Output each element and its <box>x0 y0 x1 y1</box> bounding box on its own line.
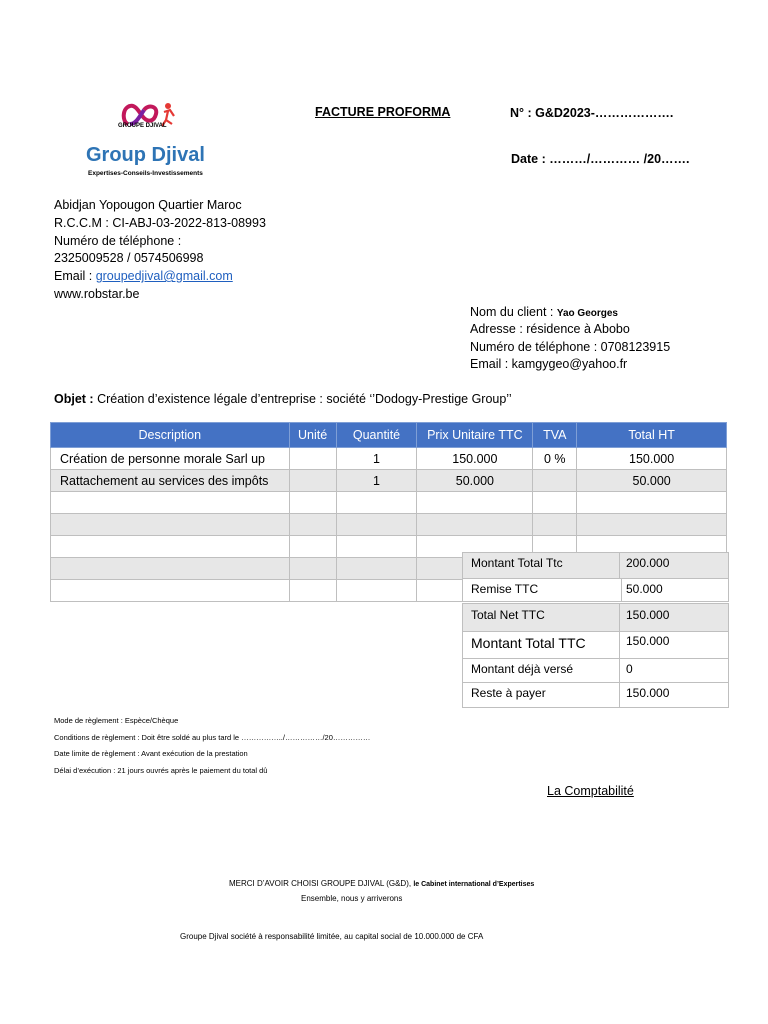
total-ttc-value: 200.000 <box>626 556 670 570</box>
header-quantity: Quantité <box>336 423 417 448</box>
grand-total-row <box>462 631 729 660</box>
object-label: Objet : <box>54 392 98 406</box>
row-quantity: 1 <box>336 470 417 492</box>
invoice-title: FACTURE PROFORMA <box>315 105 451 119</box>
paid-label: Montant déjà versé <box>471 662 574 676</box>
client-name-line <box>470 305 618 319</box>
footer-thanks <box>229 879 534 888</box>
invoice-date: Date : ………/………… /20……. <box>511 152 690 166</box>
client-address: Adresse : résidence à Abobo <box>470 322 630 336</box>
total-ttc-label: Montant Total Ttc <box>471 556 563 570</box>
object-text: Création d’existence légale d’entreprise : société ‘’Dodogy-Prestige Group’’ <box>97 392 512 406</box>
row-unit-price: 50.000 <box>417 470 533 492</box>
company-email-label: Email : <box>54 269 96 283</box>
company-email-line <box>54 269 233 283</box>
discount-value: 50.000 <box>626 582 663 596</box>
empty-row <box>51 492 727 514</box>
company-rccm: R.C.C.M : CI-ABJ-03-2022-813-08993 <box>54 216 266 230</box>
footer-motto: Ensemble, nous y arriverons <box>301 894 403 903</box>
net-ttc-row <box>462 603 729 633</box>
row-unit-price: 150.000 <box>417 448 533 470</box>
execution-delay: Délai d’exécution : 21 jours ouvrés après le paiement du total dû <box>54 766 268 775</box>
row-description: Rattachement au services des impôts <box>51 470 290 492</box>
discount-label: Remise TTC <box>471 582 539 596</box>
footer-thanks-cabinet: le Cabinet international d’Expertises <box>413 881 535 888</box>
row-tva <box>533 470 577 492</box>
client-name: Yao Georges <box>556 308 618 319</box>
company-address: Abidjan Yopougon Quartier Maroc <box>54 198 242 212</box>
row-total: 150.000 <box>577 448 727 470</box>
paid-row <box>462 658 729 684</box>
balance-row <box>462 682 729 708</box>
row-total: 50.000 <box>577 470 727 492</box>
grand-total-label: Montant Total TTC <box>471 635 586 651</box>
header-description: Description <box>51 423 290 448</box>
net-ttc-value: 150.000 <box>626 608 670 622</box>
total-ttc-row <box>462 552 729 580</box>
company-website[interactable]: www.robstar.be <box>54 287 140 301</box>
client-email: Email : kamgygeo@yahoo.fr <box>470 357 628 371</box>
header-tva: TVA <box>533 423 577 448</box>
footer-thanks-main: MERCI D’AVOIR CHOISI GROUPE DJIVAL (G&D), <box>229 879 414 888</box>
net-ttc-label: Total Net TTC <box>471 608 545 622</box>
payment-conditions: Conditions de règlement : Doit être soldé au plus tard le ……………../……………/20…………… <box>54 733 371 742</box>
row-unit <box>289 470 336 492</box>
logo-text: GROUPE DJIVAL <box>118 123 167 129</box>
header-unit: Unité <box>289 423 336 448</box>
empty-row <box>51 514 727 536</box>
invoice-number: N° : G&D2023-………………. <box>510 106 674 120</box>
company-name: Group Djival <box>86 144 205 166</box>
header-unit-price: Prix Unitaire TTC <box>417 423 533 448</box>
header-total-ht: Total HT <box>577 423 727 448</box>
table-header-row <box>51 423 727 448</box>
balance-label: Reste à payer <box>471 686 546 700</box>
row-quantity: 1 <box>336 448 417 470</box>
client-name-label: Nom du client : <box>470 305 557 319</box>
signature-label: La Comptabilité <box>547 784 634 798</box>
discount-row <box>462 578 729 602</box>
invoice-object <box>54 392 512 406</box>
table-row <box>51 448 727 470</box>
company-phone-label: Numéro de téléphone : <box>54 234 182 248</box>
row-unit <box>289 448 336 470</box>
row-description: Création de personne morale Sarl up <box>51 448 290 470</box>
company-email-link[interactable]: groupedjival@gmail.com <box>95 269 233 283</box>
company-tagline: Expertises-Conseils-Investissements <box>88 170 203 177</box>
payment-mode: Mode de règlement : Espèce/Chèque <box>54 716 179 725</box>
company-logo <box>118 100 188 130</box>
payment-deadline: Date limite de règlement : Avant exécution de la prestation <box>54 749 248 758</box>
row-tva: 0 % <box>533 448 577 470</box>
client-phone: Numéro de téléphone : 0708123915 <box>470 340 671 354</box>
table-row <box>51 470 727 492</box>
grand-total-value: 150.000 <box>626 634 670 648</box>
company-phones: 2325009528 / 0574506998 <box>54 251 204 265</box>
paid-value: 0 <box>626 662 633 676</box>
balance-value: 150.000 <box>626 686 670 700</box>
footer-legal: Groupe Djival société à responsabilité limitée, au capital social de 10.000.000 de CFA <box>180 932 484 941</box>
